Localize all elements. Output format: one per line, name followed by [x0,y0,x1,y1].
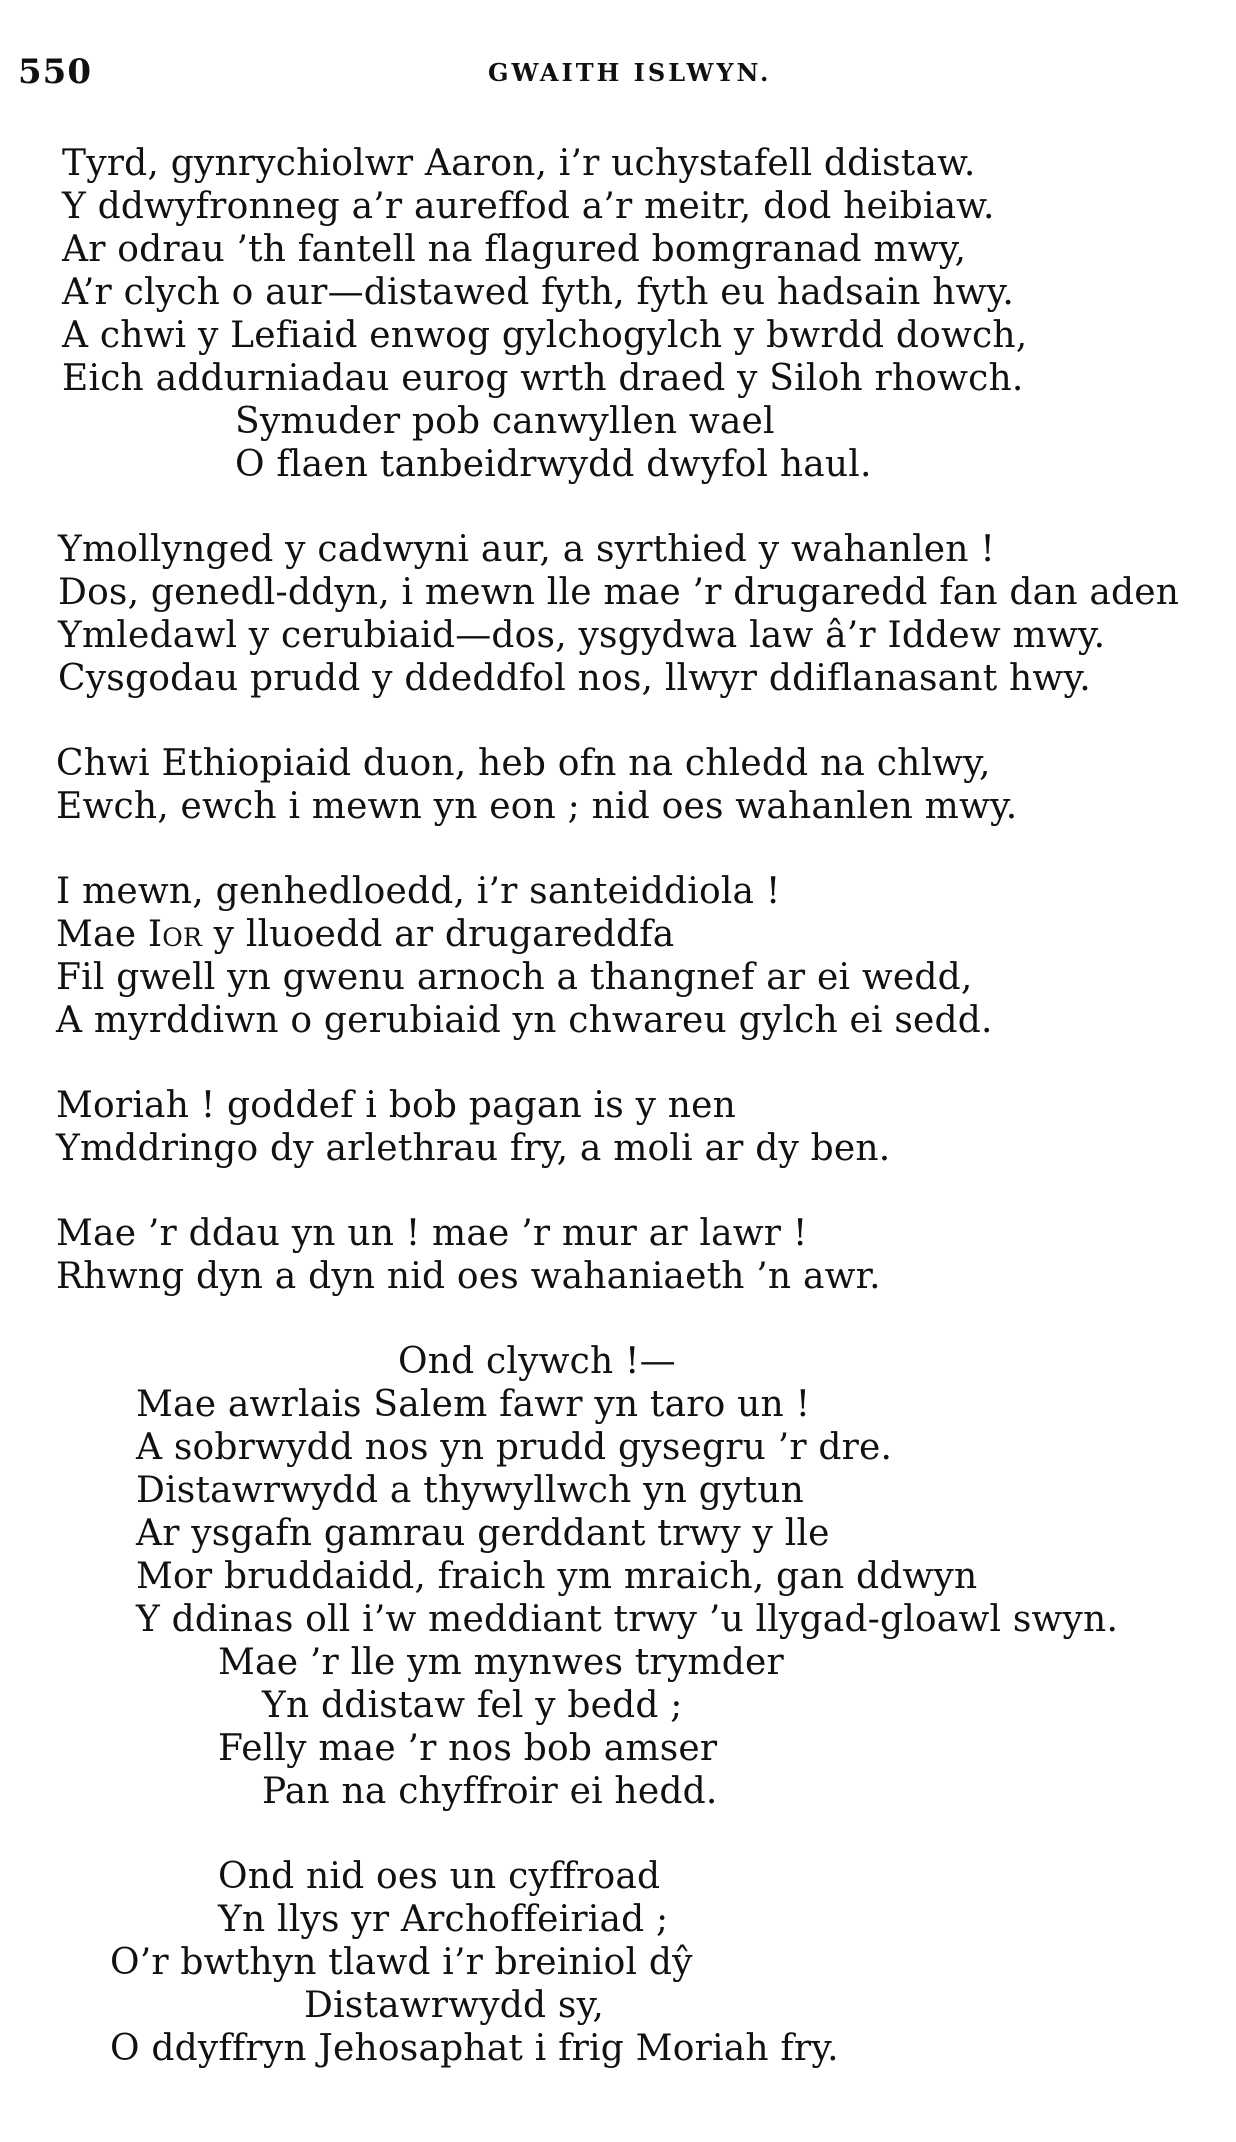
poem-line: Eich addurniadau eurog wrth draed y Siloh rhowch. [62,358,1024,399]
poem-line: Felly mae ’r nos bob amser [218,1728,718,1769]
poem-line: Yn ddistaw fel y bedd ; [262,1685,683,1726]
poem-line: Distawrwydd sy, [304,1985,604,2026]
poem-line: Ewch, ewch i mewn yn eon ; nid oes wahanlen mwy. [56,786,1018,827]
poem-line: Ond nid oes un cyffroad [218,1856,661,1897]
poem-line: Chwi Ethiopiaid duon, heb ofn na chledd na chlwy, [56,743,991,784]
poem-line: Mae ’r lle ym mynwes trymder [218,1642,784,1683]
poem-line: Cysgodau prudd y ddeddfol nos, llwyr ddiflanasant hwy. [58,658,1091,699]
poem-line: Mor bruddaidd, fraich ym mraich, gan ddwyn [136,1556,978,1597]
poem-line: Y ddwyfronneg a’r aureffod a’r meitr, dod heibiaw. [62,186,995,227]
poem-line: Pan na chyffroir ei hedd. [262,1771,718,1812]
poem-line [56,913,674,957]
poem-line: Ar ysgafn gamrau gerddant trwy y lle [136,1513,830,1554]
page-header [18,52,1198,102]
poem-line: A’r clych o aur—distawed fyth, fyth eu hadsain hwy. [62,272,1015,313]
poem-line: Ymddringo dy arlethrau fry, a moli ar dy ben. [56,1128,891,1169]
poem-line: I mewn, genhedloedd, i’r santeiddiola ! [56,871,781,912]
poem-line: O ddyffryn Jehosaphat i frig Moriah fry. [110,2028,839,2069]
line-rest: y lluoedd ar drugareddfa [213,914,675,955]
poem-line: Dos, genedl-ddyn, i mewn lle mae ’r drugaredd fan dan aden [58,572,1180,613]
poem-line: O’r bwthyn tlawd i’r breiniol dŷ [110,1942,693,1983]
poem-line: Mae awrlais Salem fawr yn taro un ! [136,1384,811,1425]
poem-line: Fil gwell yn gwenu arnoch a thangnef ar ei wedd, [56,957,973,998]
poem-line: O flaen tanbeidrwydd dwyfol haul. [235,444,872,485]
poem-line: Ar odrau ’th fantell na flagured bomgranad mwy, [62,229,967,270]
running-head: GWAITH ISLWYN. [488,58,772,87]
poem-line: Moriah ! goddef i bob pagan is y nen [56,1085,737,1126]
page-number: 550 [18,52,92,92]
poem-line: Symuder pob canwyllen wael [235,401,775,442]
poem-line: Rhwng dyn a dyn nid oes wahaniaeth ’n awr. [56,1256,881,1297]
poem-line: A sobrwydd nos yn prudd gysegru ’r dre. [136,1427,893,1468]
divine-name-smallcaps: Ior [147,914,203,955]
poem-line: Tyrd, gynrychiolwr Aaron, i’r uchystafell ddistaw. [62,143,976,184]
poem-line: Yn llys yr Archoffeiriad ; [218,1899,669,1940]
poem-line: Y ddinas oll i’w meddiant trwy ’u llygad-gloawl swyn. [136,1599,1119,1640]
poem-line: Ymledawl y cerubiaid—dos, ysgydwa law â’r Iddew mwy. [58,615,1106,656]
poem-line: Mae ’r ddau yn un ! mae ’r mur ar lawr ! [56,1213,808,1254]
poem-line: Distawrwydd a thywyllwch yn gytun [136,1470,804,1511]
poem-line: Ond clywch !— [398,1341,676,1382]
line-prefix: Mae [56,914,148,955]
poem-line: A myrddiwn o gerubiaid yn chwareu gylch ei sedd. [56,1000,993,1041]
poem-line: Ymollynged y cadwyni aur, a syrthied y wahanlen ! [58,529,995,570]
poem-line: A chwi y Lefiaid enwog gylchogylch y bwrdd dowch, [62,315,1028,356]
